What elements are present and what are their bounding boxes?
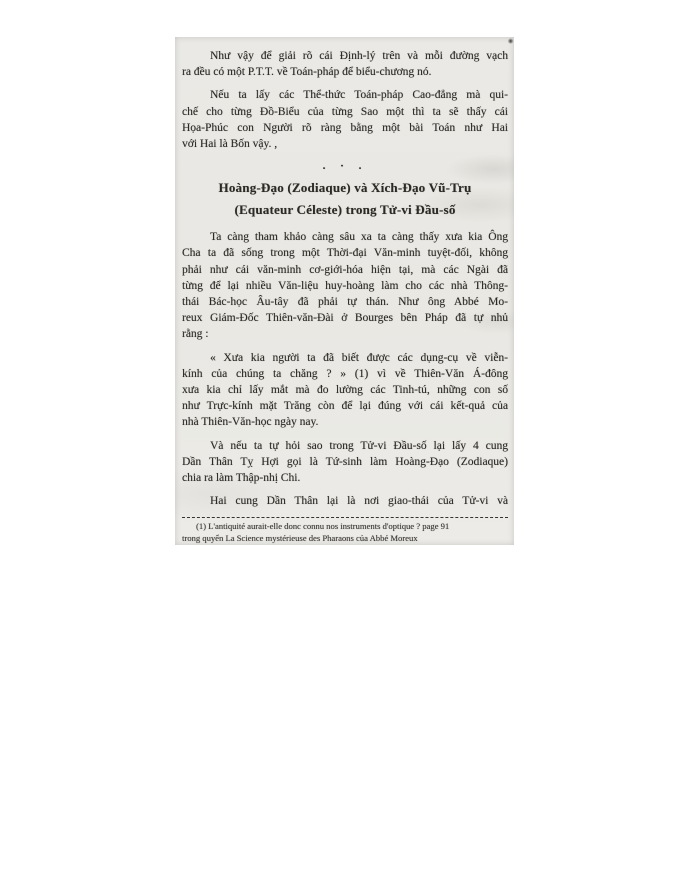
para-line: chế cho từng Đồ-Biểu của từng Sao một thì ta sẽ thấy cái: [182, 105, 508, 118]
para-line: phải như cái văn-minh cơ-giới-hóa hiện tại, mà các Ngài đã: [182, 263, 508, 276]
heading: [182, 177, 508, 221]
para: [182, 48, 508, 80]
para: [182, 438, 508, 487]
para-line: như Trực-kính mặt Trăng còn để lại đúng với cái kết-quả của: [182, 400, 508, 413]
heading-line: Hoàng-Đạo (Zodiaque) và Xích-Đạo Vũ-Trụ: [218, 180, 472, 196]
para-line: ra đều có một P.T.T. về Toán-pháp để biểu-chương nó.: [182, 66, 432, 79]
para: [182, 350, 508, 431]
para-line: rằng :: [182, 328, 209, 341]
footnote-line: (1) L'antiquité aurait-elle donc connu nos instruments d'optique ? page 91: [196, 521, 450, 532]
para-line: Ta càng tham khảo càng sâu xa ta càng thấy xưa kia Ông: [210, 231, 508, 244]
footnote-line: trong quyển La Science mystérieuse des Pharaons của Abbé Moreux: [182, 533, 418, 544]
para-line: Cha ta đã sống trong một Thời-đại Văn-minh tuyệt-đối, không: [182, 247, 508, 260]
para-line: thái Bác-học Âu-tây đã phải tự thán. Như ông Abbé Mo-: [182, 296, 508, 309]
para-line: nhà Thiên-Văn-học ngày nay.: [182, 416, 319, 429]
para-line: chia ra làm Thập-nhị Chi.: [182, 472, 301, 485]
para-line: Và nếu ta tự hỏi sao trong Tử-vi Đầu-số lại lấy 4 cung: [210, 439, 508, 452]
para-line: kính của chúng ta chăng ? » (1) vì về Thiên-Văn Á-đông: [182, 367, 508, 380]
page-body: [175, 37, 514, 545]
para-line: Họa-Phúc con Người rõ ràng bằng một bài Toán như Hai: [182, 121, 508, 134]
para-line: Như vậy để giải rõ cái Định-lý trên và mỗi đường vạch: [210, 50, 508, 62]
separator: . · .: [322, 160, 368, 173]
para-line: xưa kia chỉ lấy mắt mà đo lường các Tinh-tú, những con số: [182, 384, 508, 397]
footnote: [182, 517, 508, 544]
para-line: reux Giám-Đốc Thiên-văn-Đài ở Bourges bên Pháp đã tự nhủ: [182, 312, 508, 325]
para: [182, 229, 508, 342]
heading-line: (Equateur Céleste) trong Tử-vi Đầu-số: [234, 202, 456, 218]
para-line: « Xưa kia người ta đã biết được các dụng-cụ về viễn-: [210, 351, 508, 364]
para-line: Dần Thân Tỵ Hợi gọi là Tứ-sinh làm Hoàng-Đạo (Zodiaque): [182, 455, 508, 468]
para: [182, 87, 508, 152]
para-line: Hai cung Dần Thân lại là nơi giao-thái của Tử-vi và: [210, 495, 508, 508]
para: [182, 493, 508, 509]
scanned-page: [175, 37, 514, 545]
para-line: từng để lại nhiều Văn-liệu huy-hoàng làm cho các nhà Thông-: [182, 279, 508, 292]
para-line: với Hai là Bốn vậy. ,: [182, 138, 278, 151]
para-line: Nếu ta lấy các Thể-thức Toán-pháp Cao-đẳng mà qui-: [210, 89, 508, 102]
